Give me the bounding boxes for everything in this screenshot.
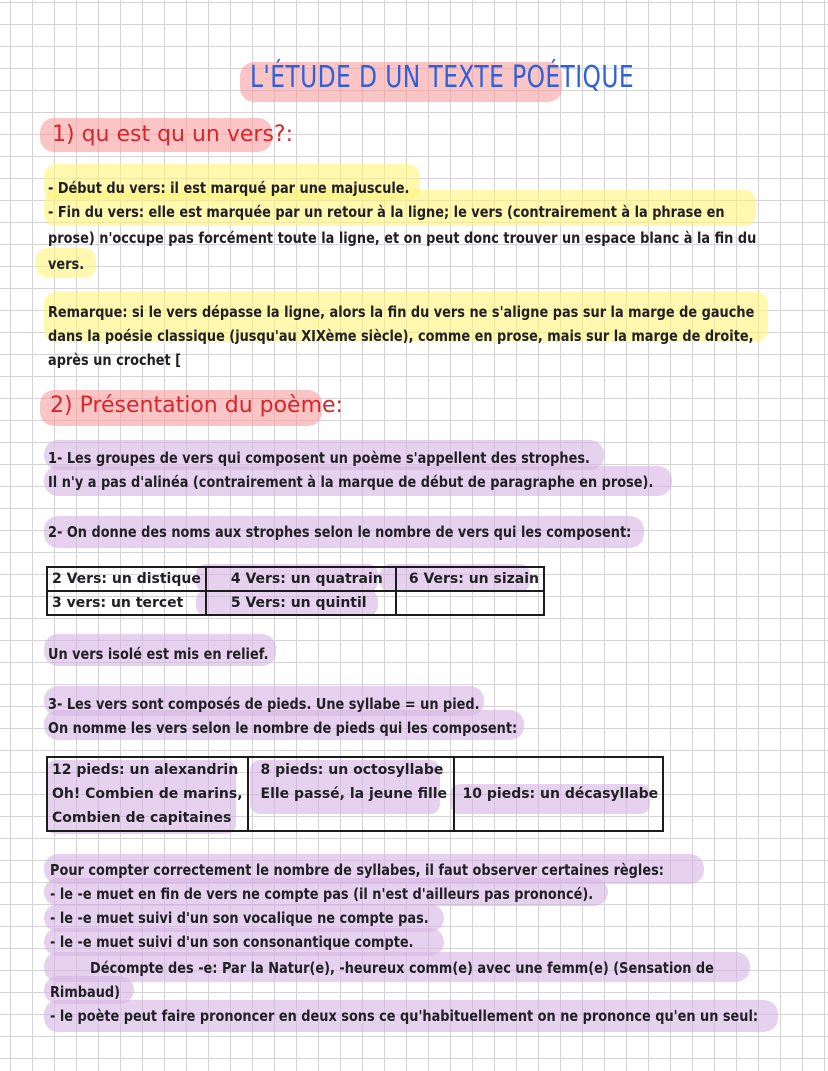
table-cell-line: Elle passé, la jeune fille <box>260 786 448 802</box>
rules-line-5: Décompte des -e: Par la Natur(e), -heureux comm(e) avec une femm(e) (Sensation de <box>90 959 714 977</box>
table-cell-line: 10 pieds: un décasyllabe <box>462 786 659 802</box>
strophes-table <box>46 566 545 616</box>
table-cell-line: Combien de capitaines <box>52 810 232 826</box>
page-title: L'ÉTUDE D UN TEXTE POÉTIQUE <box>250 60 635 95</box>
table-cell <box>454 757 664 831</box>
rules-line-2: - le -e muet en fin de vers ne compte pas (il n'est d'ailleurs pas prononcé). <box>50 885 594 903</box>
table-cell: 6 Vers: un sizain <box>396 567 544 591</box>
table-cell <box>396 591 544 615</box>
table-cell: 4 Vers: un quatrain <box>206 567 396 591</box>
table-cell-line: 12 pieds: un alexandrin <box>52 762 239 778</box>
rules-line-7: - le poète peut faire prononcer en deux sons ce qu'habituellement on ne prononce qu'en un seul: <box>50 1007 759 1025</box>
table-row <box>47 757 663 831</box>
remark-line-2: dans la poésie classique (jusqu'au XIXème siècle), comme en prose, mais sur la marge de droite, <box>48 327 754 345</box>
section2-heading: 2) Présentation du poème: <box>50 393 343 418</box>
remark-line-3: après un crochet [ <box>48 351 182 369</box>
rules-line-6: Rimbaud) <box>50 983 121 1001</box>
isolated-verse-text: Un vers isolé est mis en relief. <box>48 645 269 663</box>
rules-line-4: - le -e muet suivi d'un son consonantique compte. <box>50 933 414 951</box>
rules-line-3: - le -e muet suivi d'un son vocalique ne compte pas. <box>50 909 429 927</box>
point1-line-2: Il n'y a pas d'alinéa (contrairement à la marque de début de paragraphe en prose). <box>48 473 654 491</box>
pieds-table <box>46 756 664 832</box>
table-cell: 2 Vers: un distique <box>47 567 206 591</box>
section1-heading: 1) qu est qu un vers?: <box>52 122 294 147</box>
table-cell: 3 vers: un tercet <box>47 591 206 615</box>
point3-line-2: On nomme les vers selon le nombre de pieds qui les composent: <box>48 719 518 737</box>
section1-line-2: - Fin du vers: elle est marquée par un retour à la ligne; le vers (contrairement à la phrase en <box>48 203 725 221</box>
table-cell: 5 Vers: un quintil <box>206 591 396 615</box>
section1-line-1: - Début du vers: il est marqué par une majuscule. <box>48 179 410 197</box>
table-row <box>47 567 544 591</box>
table-cell <box>248 757 454 831</box>
point2-text: 2- On donne des noms aux strophes selon le nombre de vers qui les composent: <box>48 523 632 541</box>
table-cell-line: Oh! Combien de marins, <box>52 786 243 802</box>
section1-line-4: vers. <box>48 255 85 273</box>
table-cell-line: 8 pieds: un octosyllabe <box>260 762 444 778</box>
point3-line-1: 3- Les vers sont composés de pieds. Une syllabe = un pied. <box>48 695 480 713</box>
point1-line-1: 1- Les groupes de vers qui composent un poème s'appellent des strophes. <box>48 449 590 467</box>
table-cell <box>47 757 248 831</box>
table-row <box>47 591 544 615</box>
section1-line-3: prose) n'occupe pas forcément toute la ligne, et on peut donc trouver un espace blanc à la fin du <box>48 229 757 247</box>
remark-line-1: Remarque: si le vers dépasse la ligne, alors la fin du vers ne s'aligne pas sur la marge de gauche <box>48 303 755 321</box>
rules-line-1: Pour compter correctement le nombre de syllabes, il faut observer certaines règles: <box>50 861 664 879</box>
